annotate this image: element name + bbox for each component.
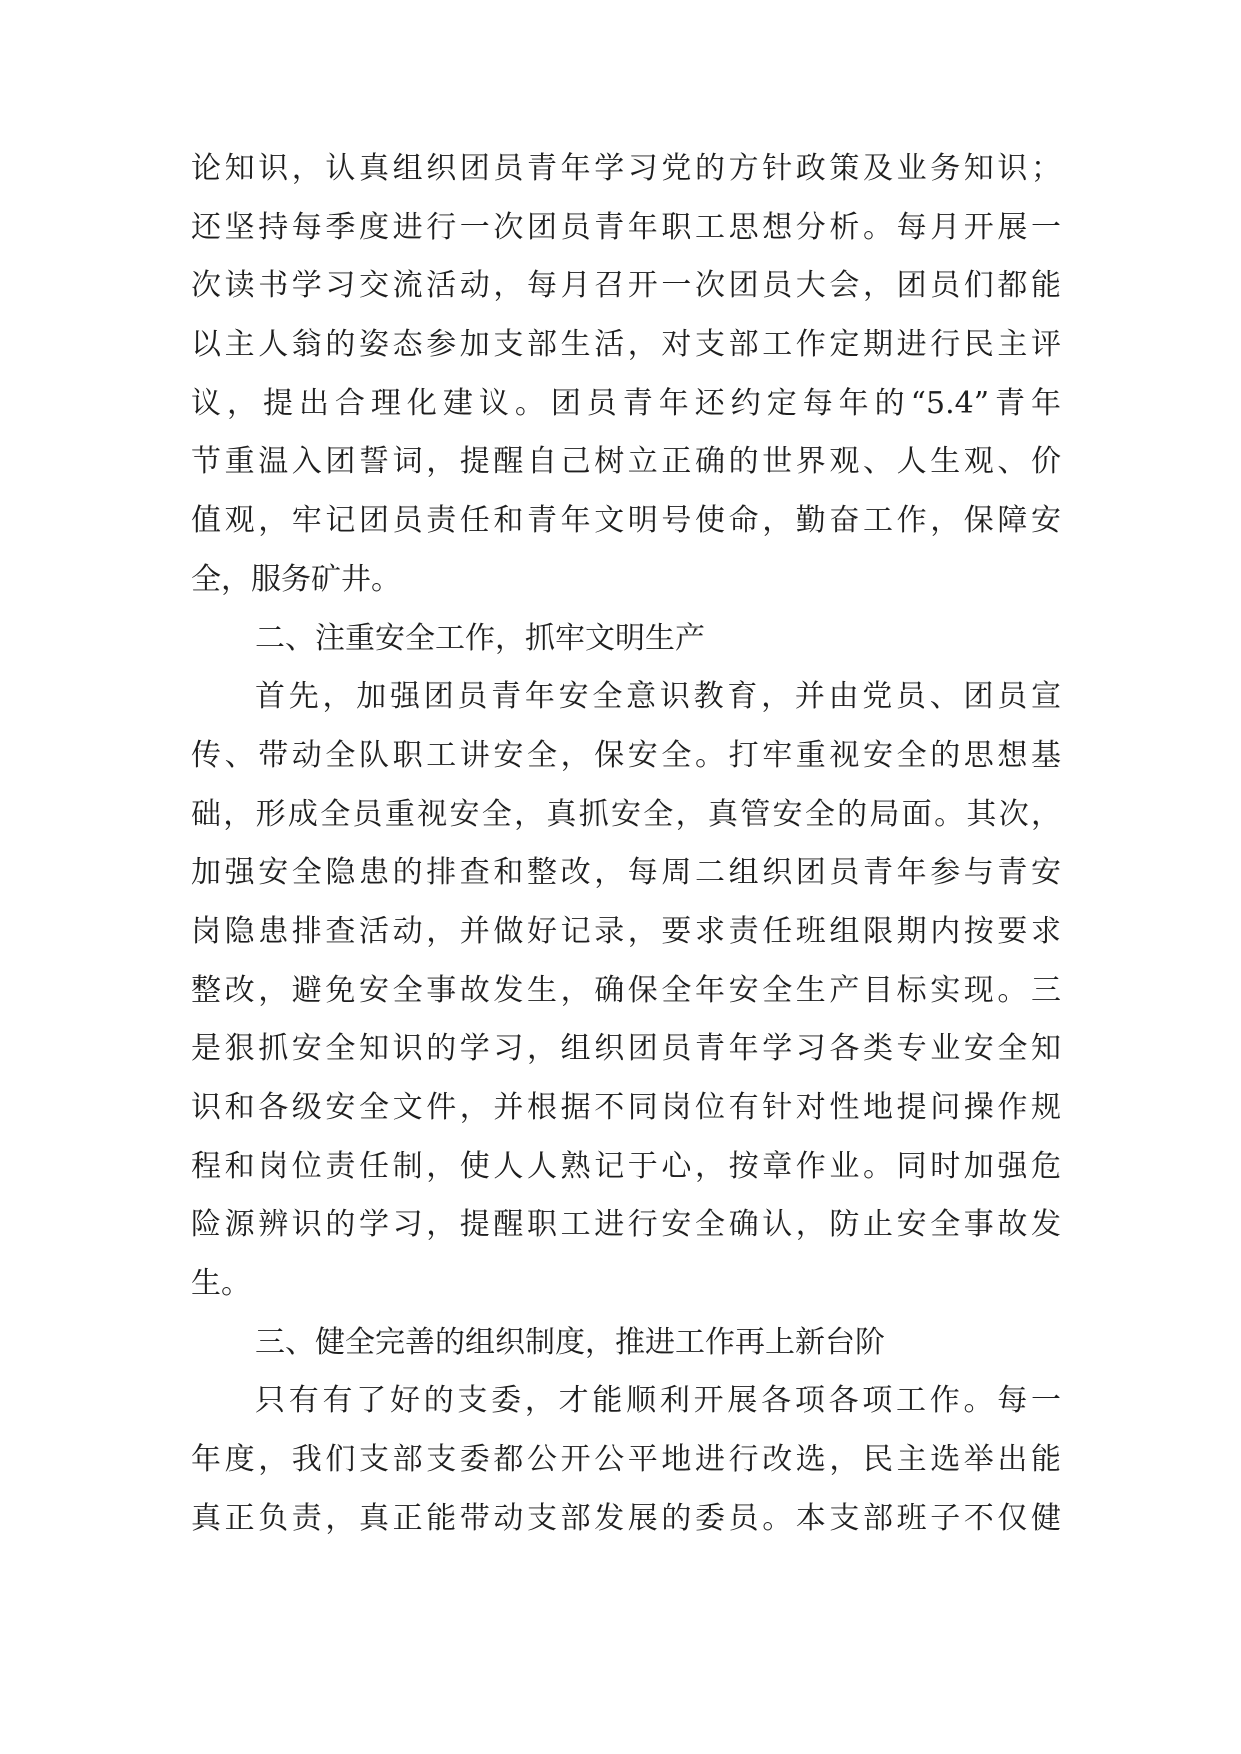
text-line: 首先，加强团员青年安全意识教育，并由党员、团员宣 — [255, 679, 1061, 715]
section-heading: 二、注重安全工作，抓牢文明生产 — [255, 620, 705, 656]
text-line: 真正负责，真正能带动支部发展的委员。本支部班子不仅健 — [191, 1500, 1061, 1536]
text-line: 以主人翁的姿态参加支部生活，对支部工作定期进行民主评 — [191, 327, 1061, 363]
text-line: 次读书学习交流活动，每月召开一次团员大会，团员们都能 — [191, 268, 1061, 304]
text-line: 议，提出合理化建议。团员青年还约定每年的“5.4”青年 — [191, 385, 1061, 421]
text-line: 只有有了好的支委，才能顺利开展各项各项工作。每一 — [255, 1383, 1061, 1419]
text-line: 还坚持每季度进行一次团员青年职工思想分析。每月开展一 — [191, 209, 1061, 245]
section-heading: 三、健全完善的组织制度，推进工作再上新台阶 — [255, 1324, 885, 1360]
text-line: 生。 — [191, 1266, 251, 1302]
text-line: 是狠抓安全知识的学习，组织团员青年学习各类专业安全知 — [191, 1031, 1061, 1067]
text-line: 论知识，认真组织团员青年学习党的方针政策及业务知识； — [191, 151, 1061, 186]
text-line: 传、带动全队职工讲安全，保安全。打牢重视安全的思想基 — [191, 737, 1061, 773]
text-line: 险源辨识的学习，提醒职工进行安全确认，防止安全事故发 — [191, 1207, 1061, 1243]
text-line: 整改，避免安全事故发生，确保全年安全生产目标实现。三 — [191, 972, 1061, 1008]
text-line: 值观，牢记团员责任和青年文明号使命，勤奋工作，保障安 — [191, 503, 1061, 539]
text-line: 础，形成全员重视安全，真抓安全，真管安全的局面。其次， — [191, 796, 1061, 832]
text-line: 程和岗位责任制，使人人熟记于心，按章作业。同时加强危 — [191, 1148, 1061, 1184]
text-line: 识和各级安全文件，并根据不同岗位有针对性地提问操作规 — [191, 1090, 1061, 1125]
document-body — [191, 140, 1061, 1549]
text-line: 节重温入团誓词，提醒自己树立正确的世界观、人生观、价 — [191, 444, 1061, 480]
text-line: 加强安全隐患的排查和整改，每周二组织团员青年参与青安 — [191, 855, 1061, 891]
text-line: 年度，我们支部支委都公开公平地进行改选，民主选举出能 — [191, 1442, 1061, 1478]
text-line: 岗隐患排查活动，并做好记录，要求责任班组限期内按要求 — [191, 913, 1061, 949]
text-line: 全，服务矿井。 — [191, 561, 401, 597]
